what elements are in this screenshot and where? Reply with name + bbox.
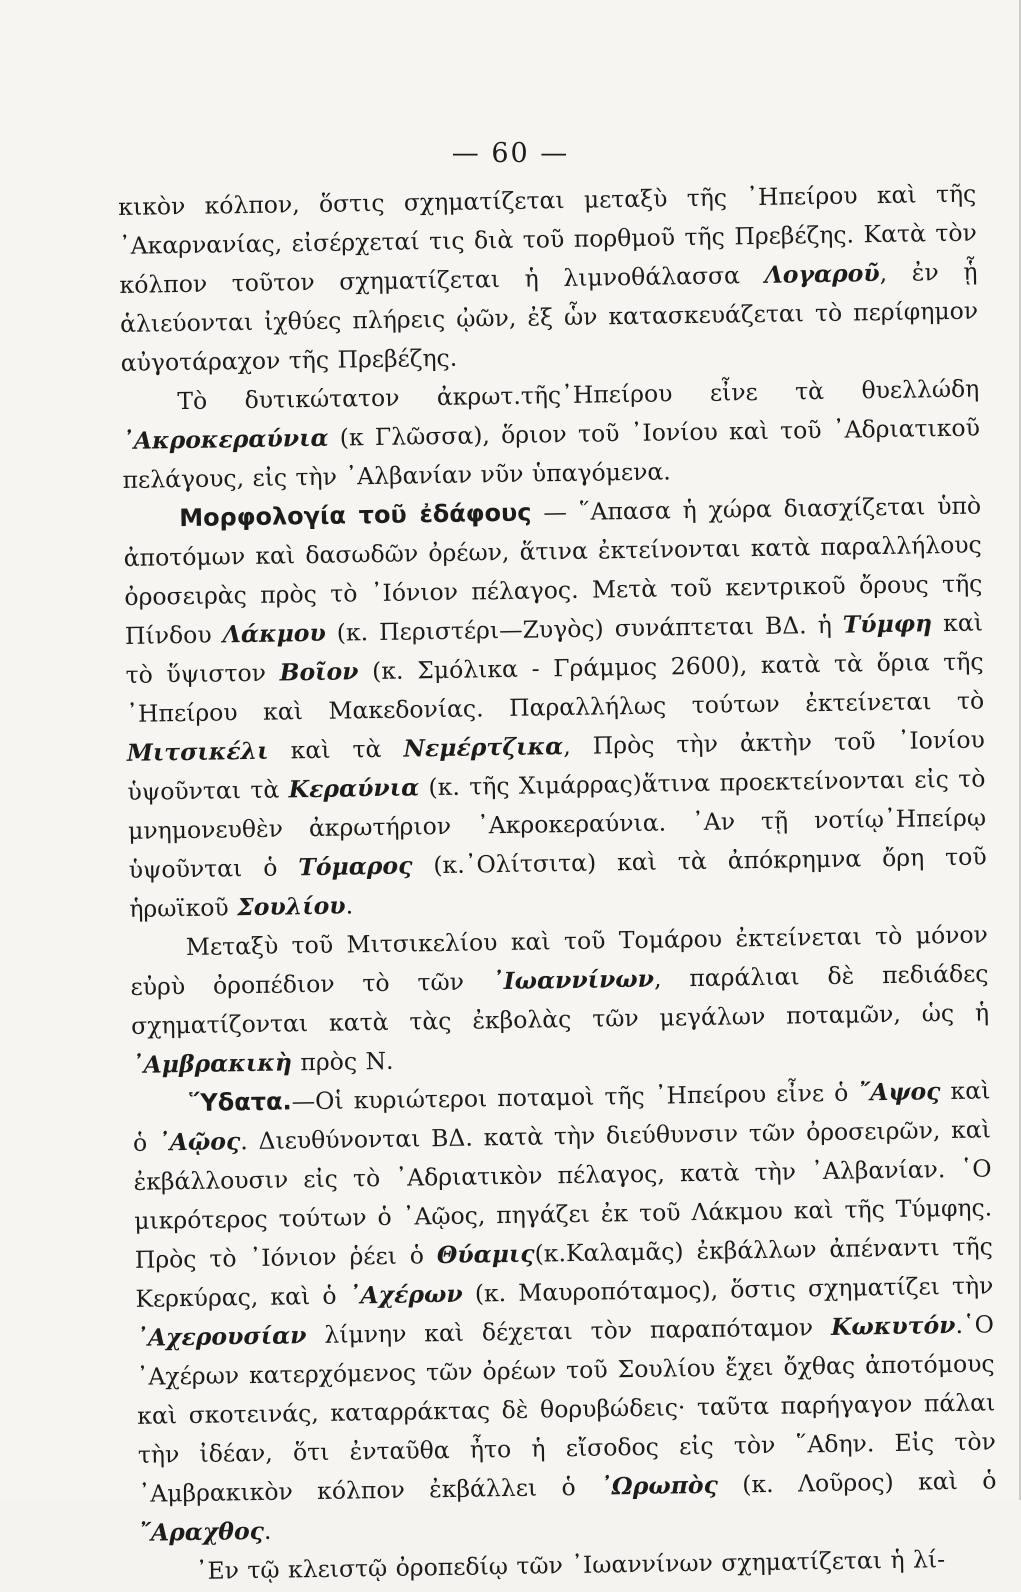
paragraph [123,486,988,928]
text-run: (κ.᾿Ολίτσιτα) καὶ τὰ ἀπόκρημνα ὄρη τοῦ ἡρωϊκοῦ [129,842,987,923]
emphasized-term: ῎Αψος [858,1077,941,1107]
text-run: κικὸν κόλπον, ὅστις σχηματίζεται μεταξὺ τῆς ᾿Ηπείρου καὶ τῆς ᾿Ακαρνανίας, εἰσέρχεταί τις διὰ τοῦ πορθμοῦ τῆς Πρεβέζης. Κατὰ τὸν κόλπον τοῦτον σχηματίζεται ἡ λιμνοθάλασσα [118,179,978,299]
text-run: (κ.Καλαμᾶς) ἐκβάλλων ἀπέναντι τῆς Κερκύρας, καὶ ὁ [135,1232,993,1313]
text-run: .῾Ο ᾿Αχέρων κατερχόμενος τῶν ὀρέων τοῦ Σουλίου ἔχει ὄχθας ἀποτόμους καὶ σκοτεινάς, καταρράκτας δὲ θορυβώδεις· ταῦτα παρήγαγον πάλαι τὴν ἰδέαν, ὅτι ἐνταῦθα ἦτο ἡ εἴσοδος εἰς τὸν ῞Αδην. Εἰς τὸν ᾿Αμβρακικὸν κόλπον ἐκβάλλει ὁ [136,1310,997,1508]
text-run: (κ. τῆς Χιμάρρας)ἅτινα προεκτείνονται εἰς τὸ μνημονευθὲν ἀκρωτήριον ᾿Ακροκεραύνια. ᾿Αν τῇ νοτίῳ᾿Ηπείρῳ ὑψοῦνται ὁ [127,764,987,884]
emphasized-term: ᾿Αχερουσίαν [135,1321,307,1352]
text-run: — ῞Απασα ἡ χώρα διασχίζεται ὑπὸ ἀποτόμων καὶ δασωδῶν ὀρέων, ἅτινα ἐκτείνονται κατὰ παραλλήλους ὀροσειρὰς πρὸς τὸ ᾿Ιόνιον πέλαγος. Μετὰ τοῦ κεντρικοῦ ὄρους τῆς Πίνδου [123,491,983,650]
emphasized-term: Κεραύνια [288,773,420,804]
text-run: . [345,891,354,920]
emphasized-term: Τόμαρος [298,851,413,882]
text-run: (κ. Μαυροπόταμος), ὅστις σχηματίζει τὴν [462,1271,994,1308]
text-run: , ἐν ᾗ ἁλιεύονται ἰχθύες πλήρεις ᾠῶν, ἐξ ὧν κατασκευάζεται τὸ περίφημον αὐγοτάραχον τῆς Πρεβέζης. [119,257,979,377]
emphasized-term: Λάκμου [222,618,326,649]
text-run: , Πρὸς τὴν ἀκτὴν τοῦ ᾿Ιονίου ὑψοῦνται τὰ [127,725,985,806]
emphasized-term: ῎Αραχθος [138,1516,265,1547]
text-run: λίμνην καὶ δέχεται τὸν παραπόταμον [306,1312,832,1350]
section-heading: ῞Υδατα. [188,1087,292,1118]
body-text [118,175,998,1592]
text-run: (κ Γλῶσσα), ὅριον τοῦ ᾿Ιονίου καὶ τοῦ ᾿Αδριατικοῦ πελάγους, εἰς τὴν ᾿Αλβανίαν νῦν ὑπαγόμενα. [122,413,981,494]
paragraph [130,915,990,1084]
text-run: . [263,1516,272,1545]
emphasized-term: ᾿Ιωαννίνων [491,964,655,996]
emphasized-term: Λογαροῦ [764,259,880,289]
text-run: —Οἱ κυριώτεροι ποταμοὶ τῆς ᾿Ηπείρου εἶνε ὁ [291,1078,859,1116]
emphasized-term: Κωκυτόν [830,1310,956,1341]
emphasized-term: Μιτσικέλι [126,736,269,767]
emphasized-term: ᾿Ωρωπὸς [599,1470,719,1501]
text-run: ᾿Εν τῷ κλειστῷ ὀροπεδίῳ τῶν ᾿Ιωαννίνων σχηματίζεται ἡ λί- [195,1545,946,1585]
text-run: (κ. Λοῦρος) καὶ ὁ [717,1466,997,1499]
text-run: καὶ τὰ [268,734,404,765]
text-run: (κ. Σμόλικα - Γράμμος 2600), κατὰ τὰ ὅρια τῆς ᾿Ηπείρου καὶ Μακεδονίας. Παραλλήλως τούτων ἐκτείνεται τὸ [126,647,985,728]
emphasized-term: Νεμέρτζικα [403,732,564,763]
emphasized-term: Θύαμις [436,1239,535,1270]
emphasized-term: ᾿Αῷος [157,1127,241,1157]
text-run: , παράλιαι δὲ πεδιάδες σχηματίζονται κατὰ τὰς ἐκβολὰς τῶν μεγάλων ποταμῶν, ὡς ἡ [130,959,990,1040]
text-run: Μεταξὺ τοῦ Μιτσικελίου καὶ τοῦ Τομάρου ἐκτείνεται τὸ μόνον εὐρὺ ὀροπέδιον τὸ τῶν [130,920,989,1001]
page-number: — 60 — [451,138,570,169]
text-run: (κ. Περιστέρι—Ζυγὸς) συνάπτεται ΒΔ. ἡ [325,610,844,647]
emphasized-term: ᾿Αχέρων [348,1279,463,1310]
text-run: . Διευθύνονται ΒΔ. κατὰ τὴν διεύθυνσιν τῶν ὀροσειρῶν, καὶ ἐκβάλλουσιν εἰς τὸ ᾿Αδριατικὸν πέλαγος, κατὰ τὴν ᾿Αλβανίαν. ῾Ο μικρότερος τούτων ὁ ᾿Αῷος, πηγάζει ἐκ τοῦ Λάκμου καὶ τῆς Τύμφης. Πρὸς τὸ ᾿Ιόνιον ῥέει ὁ [133,1115,993,1274]
paragraph [118,175,979,383]
paragraph [132,1071,997,1552]
text-run: καὶ ὁ [132,1076,991,1157]
emphasized-term: ᾿Ακροκεραύνια [121,423,329,455]
emphasized-term: Τύμφη [842,609,933,639]
text-run: πρὸς Ν. [291,1046,394,1077]
emphasized-term: ᾿Αμβρακικὴ [131,1048,293,1079]
paragraph [121,369,981,499]
text-run: Τὸ δυτικώτατον ἀκρωτ.τῆς᾿Ηπείρου εἶνε τὰ θυελλώδη [177,374,980,416]
emphasized-term: Βοῖον [279,657,359,687]
text-run: καὶ τὸ ὕψιστον [125,608,984,689]
emphasized-term: Σουλίου [236,891,346,922]
section-heading: Μορφολογία τοῦ ἐδάφους [178,498,532,533]
